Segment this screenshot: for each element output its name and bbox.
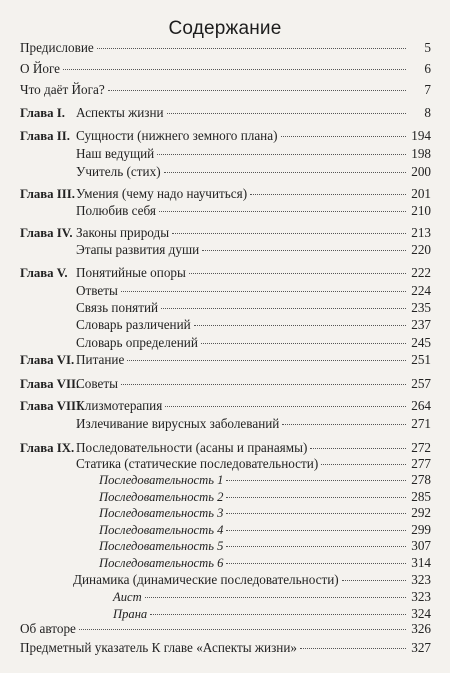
dot-leader — [226, 530, 406, 531]
dot-leader — [121, 384, 406, 385]
entry-title: Излечивание вирусных заболеваний — [76, 416, 280, 431]
dot-leader — [281, 136, 407, 137]
page-number: 299 — [411, 522, 431, 537]
entry-title: Последовательность 6 — [99, 556, 224, 570]
page-number: 323 — [411, 572, 431, 587]
toc-entry — [76, 146, 431, 162]
dot-leader — [201, 343, 406, 344]
dot-leader — [159, 211, 406, 212]
toc-entry — [20, 440, 431, 456]
page-number: 222 — [411, 265, 431, 280]
dot-leader — [202, 250, 406, 251]
dot-leader — [189, 273, 406, 274]
toc-entry — [76, 203, 431, 219]
page-number: 5 — [424, 40, 431, 55]
page-number: 200 — [411, 164, 431, 179]
chapter-number: Глава IV. — [20, 226, 73, 240]
entry-title: Умения (чему надо научиться) — [76, 186, 248, 201]
entry-title: Последовательности (асаны и пранаямы) — [76, 440, 308, 455]
dot-leader — [250, 194, 406, 195]
chapter-number: Глава VI. — [20, 353, 75, 367]
page-number: 194 — [411, 128, 431, 143]
toc-entry — [20, 225, 431, 241]
toc-entry — [76, 300, 431, 316]
dot-leader — [167, 113, 406, 114]
page-title: Содержание — [168, 18, 282, 39]
page-number: 271 — [411, 416, 431, 431]
toc-entry — [99, 522, 431, 538]
dot-leader — [161, 308, 406, 309]
entry-title: Словарь различений — [76, 317, 191, 332]
entry-title: Советы — [76, 376, 119, 391]
toc-entry — [99, 555, 431, 571]
page-number: 235 — [411, 300, 431, 315]
toc-entry — [113, 606, 431, 622]
toc-entry — [99, 472, 431, 488]
page-number: 245 — [411, 335, 431, 350]
page-number: 198 — [411, 146, 431, 161]
dot-leader — [194, 325, 406, 326]
toc-entry — [20, 398, 431, 414]
entry-title: Ответы — [76, 283, 118, 298]
dot-leader — [321, 464, 406, 465]
entry-title: Сущности (нижнего земного плана) — [76, 128, 278, 143]
page-number: 210 — [411, 203, 431, 218]
page-number: 292 — [411, 505, 431, 520]
page-number: 257 — [411, 376, 431, 391]
entry-title: Прана — [113, 607, 148, 621]
toc-entry — [76, 164, 431, 180]
toc-entry — [99, 489, 431, 505]
dot-leader — [79, 629, 406, 630]
page-number: 251 — [411, 352, 431, 367]
entry-title: Клизмотерапия — [76, 398, 163, 413]
toc-entry — [20, 352, 431, 368]
dot-leader — [145, 597, 406, 598]
toc-entry — [20, 376, 431, 392]
entry-title: Этапы развития души — [76, 242, 200, 257]
dot-leader — [226, 513, 406, 514]
toc-entry — [20, 128, 431, 144]
page-number: 277 — [411, 456, 431, 471]
entry-title: Предисловие — [20, 40, 94, 55]
page-number: 285 — [411, 489, 431, 504]
entry-title: Полюбив себя — [76, 203, 156, 218]
entry-title: Питание — [76, 352, 125, 367]
toc-entry — [113, 589, 431, 605]
toc-entry — [20, 621, 431, 637]
chapter-number: Глава III. — [20, 187, 75, 201]
dot-leader — [97, 48, 406, 49]
dot-leader — [226, 563, 406, 564]
toc-entry — [76, 335, 431, 351]
dot-leader — [226, 480, 406, 481]
page-number: 220 — [411, 242, 431, 257]
entry-title: Связь понятий — [76, 300, 159, 315]
entry-title: Предметный указатель К главе «Аспекты жизни» — [20, 640, 297, 655]
dot-leader — [127, 360, 406, 361]
toc-entry — [99, 538, 431, 554]
toc-entry — [76, 242, 431, 258]
entry-title: Наш ведущий — [76, 146, 155, 161]
page-number: 7 — [424, 82, 431, 97]
toc-entry — [20, 105, 431, 121]
entry-title: Последовательность 1 — [99, 473, 224, 487]
page-number: 327 — [411, 640, 431, 655]
chapter-number: Глава II. — [20, 129, 70, 143]
toc-entry — [20, 40, 431, 56]
entry-title: Аист — [113, 590, 142, 604]
toc-entry — [20, 186, 431, 202]
entry-title: Статика (статические последовательности) — [76, 456, 319, 471]
dot-leader — [226, 497, 406, 498]
chapter-number: Глава V. — [20, 266, 68, 280]
dot-leader — [310, 448, 406, 449]
toc-entry — [76, 456, 431, 472]
entry-title: Что даёт Йога? — [20, 82, 105, 97]
page-number: 6 — [424, 61, 431, 76]
entry-title: Законы природы — [76, 225, 170, 240]
toc-entry — [73, 572, 431, 588]
chapter-number: Глава IX. — [20, 441, 75, 455]
dot-leader — [165, 406, 406, 407]
entry-title: Последовательность 5 — [99, 539, 224, 553]
entry-title: Понятийные опоры — [76, 265, 186, 280]
dot-leader — [342, 580, 406, 581]
page-number: 324 — [411, 606, 431, 621]
dot-leader — [121, 291, 406, 292]
page-number: 272 — [411, 440, 431, 455]
toc-entry — [99, 505, 431, 521]
page-number: 201 — [411, 186, 431, 201]
dot-leader — [150, 614, 406, 615]
dot-leader — [226, 546, 406, 547]
entry-title: Учитель (стих) — [76, 164, 161, 179]
toc-entry — [20, 61, 431, 77]
entry-title: Динамика (динамические последовательности) — [73, 572, 339, 587]
entry-title: Аспекты жизни — [76, 105, 164, 120]
entry-title: Последовательность 3 — [99, 506, 224, 520]
page-number: 8 — [424, 105, 431, 120]
toc-entry — [76, 317, 431, 333]
entry-title: Об авторе — [20, 621, 76, 636]
chapter-number: Глава VII. — [20, 377, 80, 391]
page-number: 224 — [411, 283, 431, 298]
chapter-number: Глава I. — [20, 106, 65, 120]
page-number: 213 — [411, 225, 431, 240]
page-number: 307 — [411, 538, 431, 553]
page-number: 278 — [411, 472, 431, 487]
toc-entry — [76, 283, 431, 299]
toc-entry — [20, 265, 431, 281]
chapter-number: Глава VIII. — [20, 399, 85, 413]
dot-leader — [172, 233, 406, 234]
dot-leader — [282, 424, 406, 425]
toc-entry — [76, 416, 431, 432]
dot-leader — [164, 172, 406, 173]
page-number: 264 — [411, 398, 431, 413]
entry-title: Последовательность 2 — [99, 490, 224, 504]
entry-title: Словарь определений — [76, 335, 198, 350]
page-number: 237 — [411, 317, 431, 332]
toc-entry — [20, 82, 431, 98]
entry-title: О Йоге — [20, 61, 61, 76]
dot-leader — [108, 90, 406, 91]
dot-leader — [157, 154, 406, 155]
dot-leader — [300, 648, 406, 649]
entry-title: Последовательность 4 — [99, 523, 224, 537]
page-number: 326 — [411, 621, 431, 636]
dot-leader — [63, 69, 406, 70]
toc-entry — [20, 640, 431, 656]
page-number: 314 — [411, 555, 431, 570]
page-number: 323 — [411, 589, 431, 604]
